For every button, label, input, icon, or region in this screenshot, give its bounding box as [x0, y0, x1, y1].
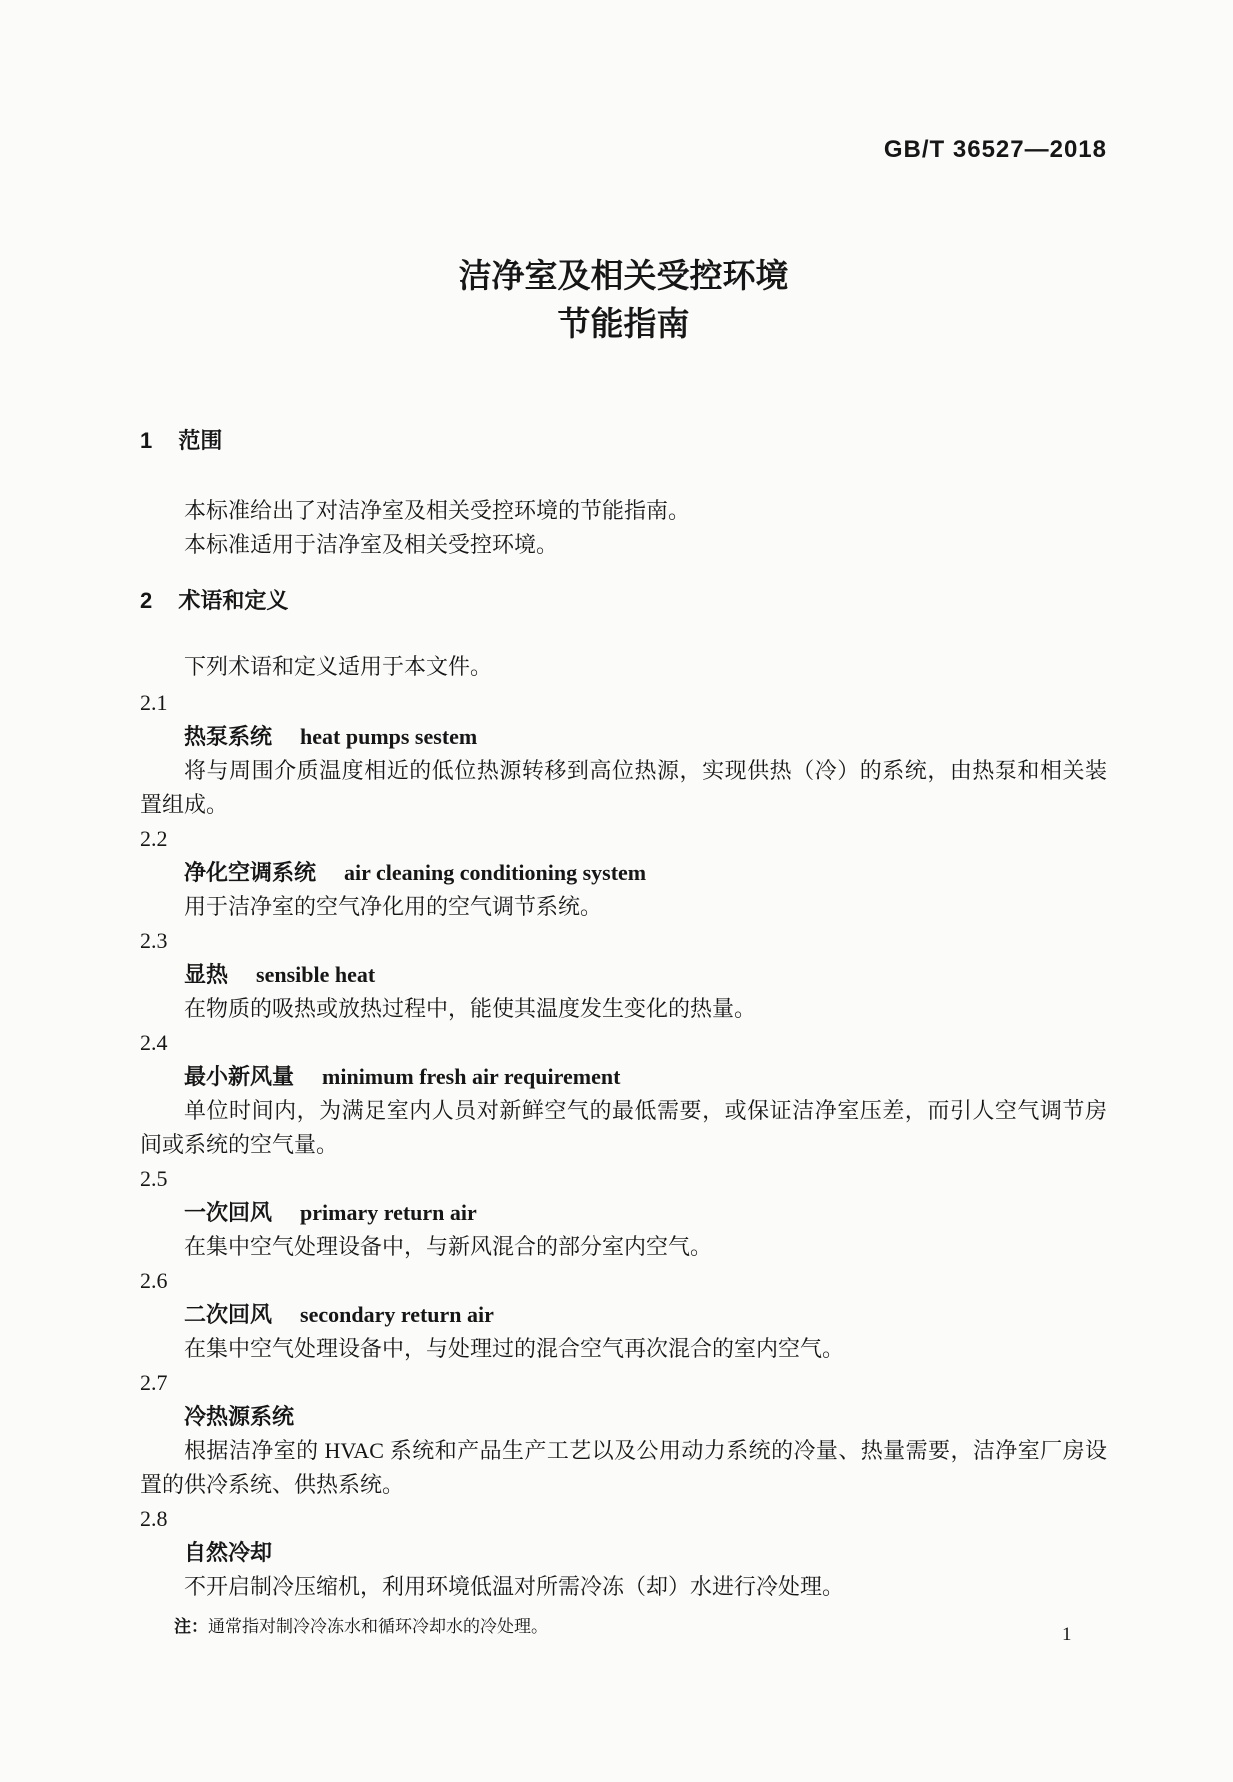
- term-number: 2.7: [140, 1370, 168, 1395]
- term-entry-2-4: [140, 1026, 1107, 1162]
- term-entry-2-1: [140, 686, 1107, 822]
- term-title: [140, 856, 1107, 890]
- term-name-en: primary return air: [300, 1200, 477, 1225]
- term-title: [140, 1536, 1107, 1570]
- term-entry-2-5: [140, 1162, 1107, 1264]
- term-entry-2-6: [140, 1264, 1107, 1366]
- term-definition: 用于洁净室的空气净化用的空气调节系统。: [184, 894, 603, 919]
- section-1-heading: [140, 424, 1107, 458]
- standard-number: GB/T 36527—2018: [883, 136, 1107, 163]
- term-number: 2.1: [140, 690, 168, 715]
- section-1-content: [140, 494, 1107, 562]
- term-name-zh: 自然冷却: [184, 1540, 273, 1565]
- term-entry-2-3: [140, 924, 1107, 1026]
- term-definition: 根据洁净室的 HVAC 系统和产品生产工艺以及公用动力系统的冷量、热量需要，洁净室厂房设置的供冷系统、供热系统。: [140, 1438, 1107, 1497]
- term-number: 2.5: [140, 1166, 168, 1191]
- section-1-number: 1: [140, 428, 153, 453]
- term-name-zh: 最小新风量: [184, 1064, 295, 1089]
- note-text: 通常指对制冷冷冻水和循环冷却水的冷处理。: [208, 1617, 548, 1636]
- term-entry-2-7: [140, 1366, 1107, 1502]
- term-definition: 在集中空气处理设备中，与处理过的混合空气再次混合的室内空气。: [184, 1336, 845, 1361]
- term-name-en: heat pumps sestem: [300, 724, 478, 749]
- scope-paragraph-1: 本标准给出了对洁净室及相关受控环境的节能指南。: [184, 498, 691, 523]
- term-title: [140, 1298, 1107, 1332]
- term-name-en: sensible heat: [256, 962, 376, 987]
- term-number: 2.8: [140, 1506, 168, 1531]
- term-name-zh: 显热: [184, 962, 229, 987]
- document-title: [140, 252, 1107, 348]
- term-entry-2-2: [140, 822, 1107, 924]
- term-note: [140, 1612, 1107, 1642]
- term-name-zh: 冷热源系统: [184, 1404, 295, 1429]
- term-number: 2.4: [140, 1030, 168, 1055]
- term-title: [140, 1196, 1107, 1230]
- note-label: 注：: [174, 1617, 208, 1636]
- term-definition: 在集中空气处理设备中，与新风混合的部分室内空气。: [184, 1234, 713, 1259]
- term-title: [140, 958, 1107, 992]
- section-1-title: 范围: [178, 428, 223, 453]
- term-title: [140, 1060, 1107, 1094]
- term-name-zh: 一次回风: [184, 1200, 273, 1225]
- term-title: [140, 720, 1107, 754]
- page-number: 1: [1062, 1624, 1072, 1645]
- term-name-zh: 净化空调系统: [184, 860, 317, 885]
- section-2-heading: [140, 584, 1107, 618]
- term-entry-2-8: [140, 1502, 1107, 1642]
- term-number: 2.2: [140, 826, 168, 851]
- term-name-zh: 二次回风: [184, 1302, 273, 1327]
- term-definition: 在物质的吸热或放热过程中，能使其温度发生变化的热量。: [184, 996, 757, 1021]
- terms-intro-paragraph: 下列术语和定义适用于本文件。: [184, 654, 493, 679]
- term-name-en: air cleaning conditioning system: [344, 860, 647, 885]
- term-name-en: minimum fresh air requirement: [322, 1064, 621, 1089]
- scope-paragraph-2: 本标准适用于洁净室及相关受控环境。: [184, 532, 559, 557]
- term-number: 2.3: [140, 928, 168, 953]
- term-name-en: secondary return air: [300, 1302, 494, 1327]
- section-2-title: 术语和定义: [178, 588, 289, 613]
- document-title-line1: 洁净室及相关受控环境: [458, 257, 789, 294]
- term-definition: 单位时间内，为满足室内人员对新鲜空气的最低需要，或保证洁净室压差，而引人空气调节房间或系统的空气量。: [140, 1098, 1107, 1157]
- term-name-zh: 热泵系统: [184, 724, 273, 749]
- terms-list: [140, 686, 1107, 1642]
- term-definition: 不开启制冷压缩机，利用环境低温对所需冷冻（却）水进行冷处理。: [184, 1574, 845, 1599]
- document-title-line2: 节能指南: [557, 305, 690, 342]
- term-definition: 将与周围介质温度相近的低位热源转移到高位热源，实现供热（冷）的系统，由热泵和相关装置组成。: [140, 758, 1107, 817]
- section-2-number: 2: [140, 588, 153, 613]
- term-number: 2.6: [140, 1268, 168, 1293]
- term-title: [140, 1400, 1107, 1434]
- document-body: [140, 424, 1107, 1642]
